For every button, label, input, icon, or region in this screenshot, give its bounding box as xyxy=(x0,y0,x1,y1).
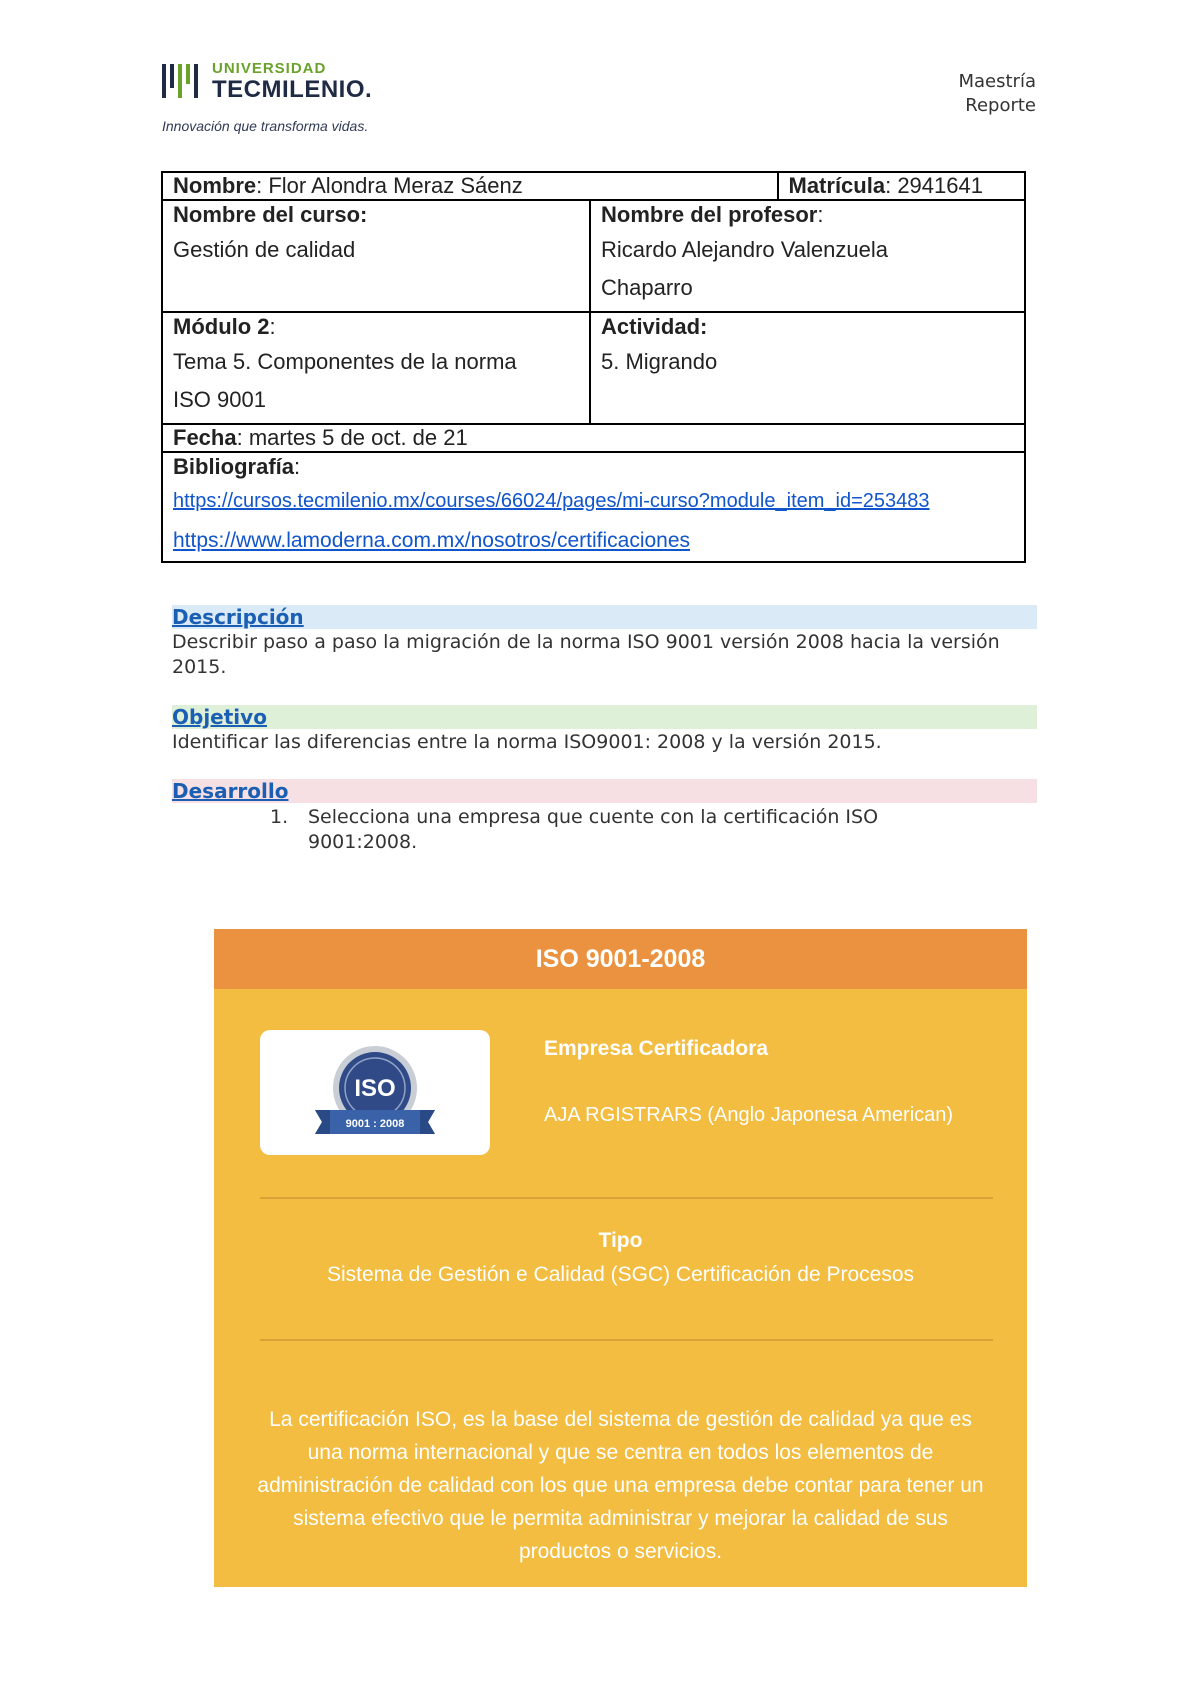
profesor-value-1: Ricardo Alejandro Valenzuela xyxy=(601,237,888,262)
actividad-value: 5. Migrando xyxy=(601,349,718,374)
logo-brand-text: TECMILENIO. xyxy=(212,76,373,103)
objetivo-heading xyxy=(172,705,1037,729)
list-item xyxy=(270,805,960,857)
descripcion-text: Describir paso a paso la migración de la norma ISO 9001 versión 2008 hacia la versión 2015. xyxy=(172,631,1000,678)
actividad-cell xyxy=(590,312,1025,424)
list-item-number: 1. xyxy=(270,806,289,828)
cert-company-name: AJA RGISTRARS (Anglo Japonesa American) xyxy=(544,1104,954,1126)
modulo-label: Módulo 2 xyxy=(173,314,270,339)
actividad-label: Actividad: xyxy=(601,314,708,339)
iso-infographic xyxy=(214,929,1027,1587)
tipo-label: Tipo xyxy=(598,1229,643,1252)
nombre-value: : Flor Alondra Meraz Sáenz xyxy=(256,173,523,198)
iso-description-paragraph: La certificación ISO, es la base del sistema de gestión de calidad ya que es una norma internacional y que se centra en todos los elementos de administración de calidad con los que una empresa debe contar para tener un sistema efectivo que le permita administrar y mejorar la calidad de sus productos o servicios. xyxy=(257,1408,984,1563)
bibliografia-label: Bibliografía xyxy=(173,454,295,479)
badge-iso-text: ISO xyxy=(354,1075,396,1102)
modulo-value-1: Tema 5. Componentes de la norma xyxy=(173,349,517,374)
modulo-colon: : xyxy=(269,314,276,339)
fecha-label: Fecha xyxy=(173,425,237,450)
curso-label: Nombre del curso: xyxy=(173,202,368,227)
matricula-cell xyxy=(778,172,1026,200)
nombre-label: Nombre xyxy=(173,173,257,198)
curso-value: Gestión de calidad xyxy=(173,237,356,262)
divider xyxy=(260,1339,993,1341)
objetivo-title: Objetivo xyxy=(172,705,267,729)
descripcion-heading xyxy=(172,605,1037,629)
matricula-label: Matrícula xyxy=(788,173,886,198)
curso-cell xyxy=(162,200,590,312)
modulo-value-2: ISO 9001 xyxy=(173,387,266,412)
bibliography-link-1[interactable]: https://cursos.tecmilenio.mx/courses/66024/pages/mi-curso?module_item_id=253483 xyxy=(173,490,930,512)
desarrollo-heading xyxy=(172,779,1037,803)
descripcion-title: Descripción xyxy=(172,605,304,629)
logo-university-text: UNIVERSIDAD xyxy=(212,60,327,77)
fecha-value: : martes 5 de oct. de 21 xyxy=(236,425,468,450)
profesor-value-2: Chaparro xyxy=(601,275,693,300)
header-doc-type: Reporte xyxy=(965,95,1036,116)
tecmilenio-logo-icon xyxy=(160,62,206,102)
university-logo xyxy=(160,58,430,138)
iso-certification-badge-icon xyxy=(260,1030,490,1155)
list-item-text: Selecciona una empresa que cuente con la certificación ISO 9001:2008. xyxy=(308,806,879,853)
logo-tagline: Innovación que transforma vidas. xyxy=(162,118,369,134)
modulo-cell xyxy=(162,312,590,424)
objetivo-text: Identificar las diferencias entre la norma ISO9001: 2008 y la versión 2015. xyxy=(172,731,882,753)
document-type xyxy=(958,70,1036,118)
matricula-value: : 2941641 xyxy=(885,173,983,198)
fecha-cell xyxy=(162,424,1025,452)
infographic-title: ISO 9001-2008 xyxy=(214,929,1027,989)
bibliografia-cell xyxy=(162,452,1025,562)
profesor-label: Nombre del profesor xyxy=(601,202,818,227)
header-program: Maestría xyxy=(958,71,1036,92)
desarrollo-title: Desarrollo xyxy=(172,779,289,803)
tipo-value: Sistema de Gestión e Calidad (SGC) Certificación de Procesos xyxy=(326,1263,915,1286)
profesor-colon: : xyxy=(817,202,824,227)
bibliography-link-2[interactable]: https://www.lamoderna.com.mx/nosotros/certificaciones xyxy=(173,529,691,552)
student-info-table xyxy=(161,171,1026,563)
cert-company-label: Empresa Certificadora xyxy=(544,1037,769,1060)
badge-ribbon-text: 9001 : 2008 xyxy=(345,1118,405,1130)
nombre-cell xyxy=(162,172,778,200)
bibliografia-colon: : xyxy=(294,454,301,479)
divider xyxy=(260,1197,993,1199)
iso-badge-box xyxy=(260,1030,490,1155)
profesor-cell xyxy=(590,200,1025,312)
